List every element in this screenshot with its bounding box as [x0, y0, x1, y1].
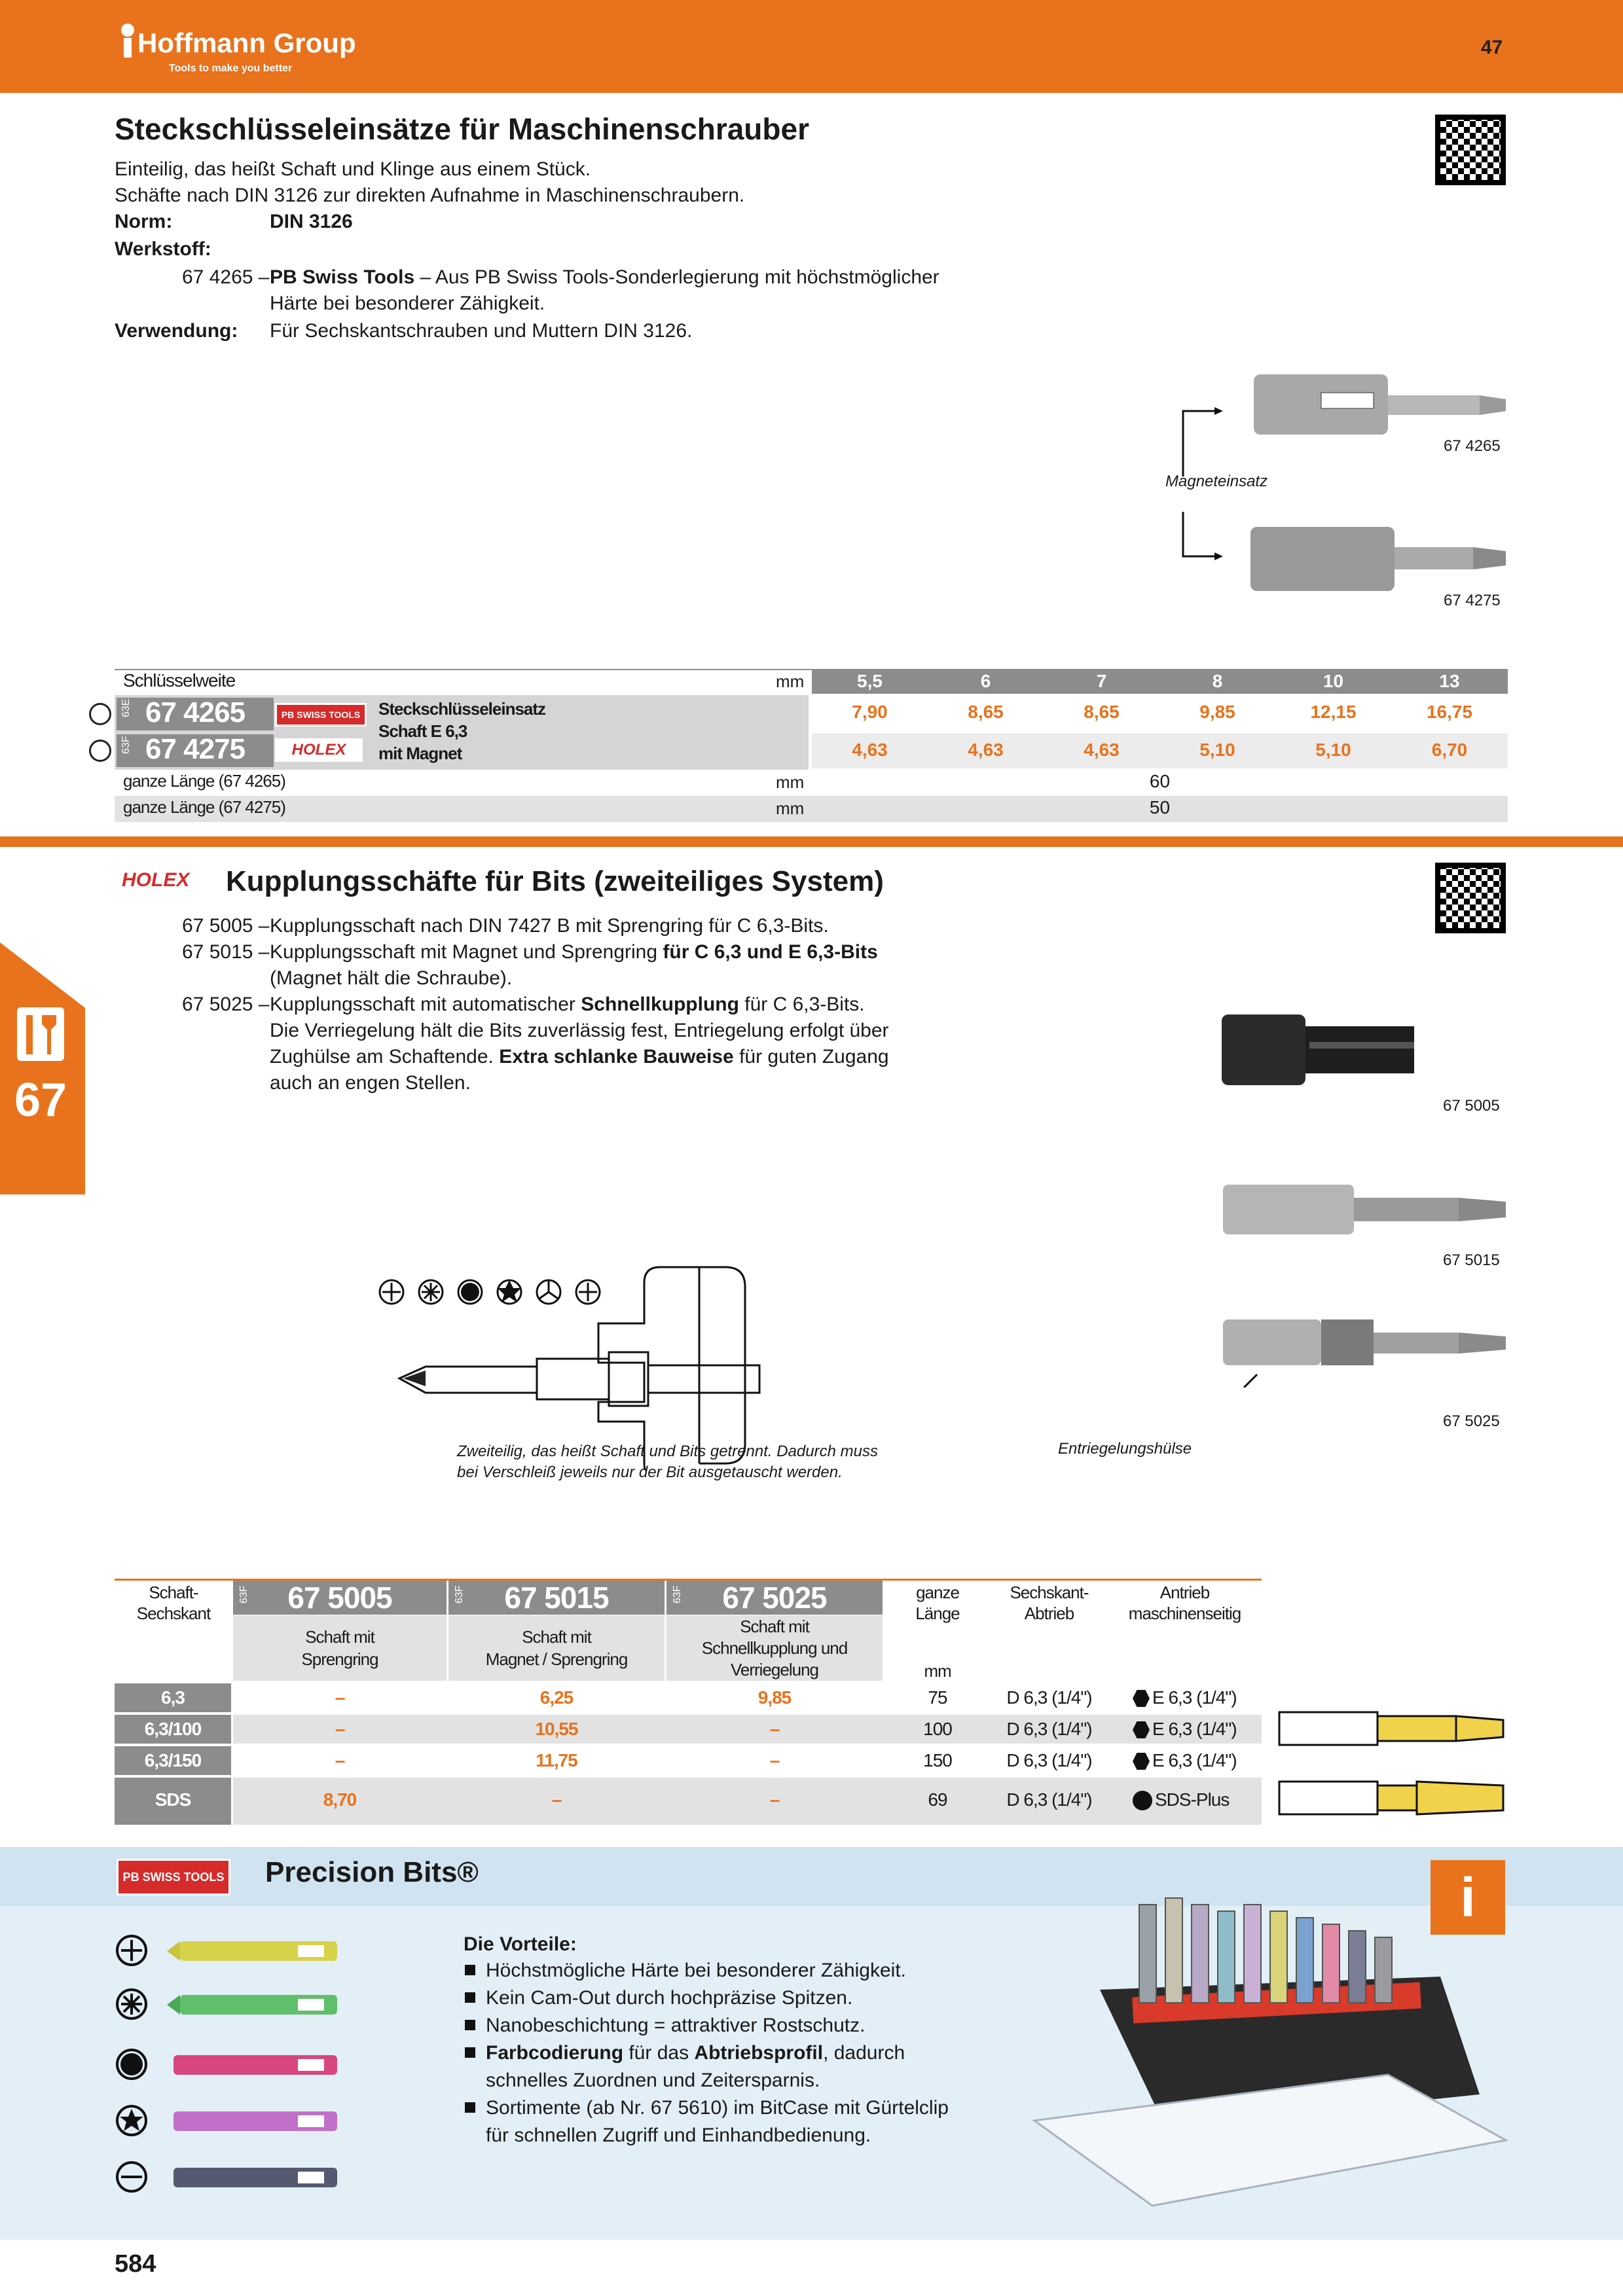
t2-code-675025: 67 5025	[722, 1581, 827, 1615]
benefit-4-line2: schnelles Zuordnen und Zeitersparnis.	[486, 2070, 820, 2091]
t2-price-675005-row1: –	[335, 1687, 345, 1708]
price-674265-5-5: 7,90	[852, 702, 888, 722]
benefit-4-text: für das	[623, 2042, 695, 2064]
t2-desc2-675005: Sprengring	[301, 1649, 378, 1669]
item-code-675005: 67 5005 –	[182, 915, 270, 937]
werkstoff-text2: Härte bei besonderer Zähigkeit.	[270, 293, 545, 314]
item-text2-675015: (Magnet hält die Schraube).	[270, 967, 513, 989]
item-text3-675025	[270, 1043, 889, 1070]
price-674275-5-5: 4,63	[852, 740, 888, 760]
item-text-675015	[270, 939, 878, 965]
benefit-2: Kein Cam-Out durch hochpräzise Spitzen.	[486, 1987, 853, 2009]
image-code-675015: 67 5015	[1443, 1251, 1500, 1269]
hoffmann-logo-icon	[115, 21, 141, 60]
length-unit-674275: mm	[776, 798, 805, 818]
t2-size-row3: 6,3/150	[144, 1750, 202, 1770]
brand-name: Hoffmann Group	[137, 27, 356, 58]
t2-head-antrieb-2: maschinenseitig	[1128, 1604, 1241, 1623]
info-icon[interactable]: i	[1431, 1860, 1505, 1935]
t2-length-row3: 150	[923, 1750, 952, 1770]
t2-antrieb-row1: E 6,3 (1/4")	[1152, 1687, 1237, 1708]
size-5-5: 5,5	[812, 671, 928, 692]
t2-length-row1: 75	[928, 1687, 947, 1708]
length-label-674265: ganze Länge (67 4265)	[123, 771, 285, 791]
t2-code-675005: 67 5005	[287, 1581, 392, 1615]
coupling-shank-images	[1218, 1008, 1519, 1388]
item-675025-text3: Zughülse am Schaftende.	[270, 1046, 500, 1067]
badge-63e: 63E	[120, 698, 132, 717]
image-code-674265: 67 4265	[1444, 437, 1501, 455]
verwendung-value: Für Sechskantschrauben und Muttern DIN 3126.	[270, 320, 693, 342]
chapter-number: 67	[14, 1074, 67, 1126]
bullet-marker	[465, 1965, 475, 1975]
brand-tagline: Tools to make you better	[169, 63, 293, 74]
item-675025-bold3: Extra schlanke Bauweise	[499, 1046, 734, 1067]
werkstoff-text	[270, 264, 939, 291]
t2-antrieb-row4: SDS-Plus	[1155, 1789, 1230, 1810]
size-8: 8	[1159, 671, 1275, 692]
holex-brand-logo: HOLEX	[122, 869, 190, 891]
length-value-674265: 60	[1149, 771, 1171, 791]
verwendung-label: Verwendung:	[115, 320, 238, 342]
t2-head-length-1: ganze	[916, 1583, 959, 1602]
item-text-675025	[270, 991, 865, 1018]
vorteile-title: Die Vorteile:	[464, 1933, 577, 1955]
table1-desc1: Steckschlüsseleinsatz	[378, 699, 546, 719]
section1-line1: Einteilig, das heißt Schaft und Klinge aus einem Stück.	[115, 158, 591, 180]
t2-desc-band-675015	[448, 1615, 665, 1681]
language-code: DEE	[1577, 34, 1590, 59]
benefit-5: Sortimente (ab Nr. 67 5610) im BitCase mit Gürtelclip	[486, 2097, 949, 2119]
t2-desc2-675015: Magnet / Sprengring	[485, 1649, 628, 1669]
badge-63f: 63F	[120, 736, 132, 754]
price-674265-13: 16,75	[1426, 702, 1473, 722]
release-sleeve-caption: Entriegelungshülse	[1058, 1440, 1192, 1458]
t2-head-size-1: Schaft-	[149, 1583, 198, 1602]
norm-label: Norm:	[115, 211, 173, 232]
price-674265-10: 12,15	[1310, 702, 1357, 722]
bullet-marker	[465, 1992, 475, 2003]
bullet-marker	[465, 2047, 475, 2058]
length-label-674275: ganze Länge (67 4275)	[123, 797, 285, 817]
t2-desc-band-675005	[233, 1615, 447, 1681]
benefit-4	[486, 2039, 905, 2067]
price-674275-6: 4,63	[968, 740, 1004, 760]
bit-holder-technical-drawing	[373, 1261, 884, 1470]
item-text4-675025: auch an engen Stellen.	[270, 1072, 471, 1094]
image-code-675025: 67 5025	[1443, 1412, 1500, 1430]
t2-head-antrieb-1: Antrieb	[1159, 1583, 1210, 1602]
benefit-4-bold: Farbcodierung	[486, 2042, 624, 2064]
pb-swiss-tools-brand-logo: PB SWISS TOOLS	[117, 1859, 230, 1895]
hex-shank-icon	[1133, 1690, 1150, 1707]
diagram-caption-line2: bei Verschleiß jeweils nur der Bit ausgetauscht werden.	[457, 1463, 843, 1481]
bullet-marker	[465, 2020, 475, 2030]
t2-price-675015-row3: 11,75	[536, 1750, 577, 1770]
size-13: 13	[1391, 671, 1508, 692]
t2-length-row2: 100	[923, 1719, 952, 1739]
item-text2-675025: Die Verriegelung hält die Bits zuverlässig fest, Entriegelung erfolgt über	[270, 1020, 889, 1041]
price-674275-10: 5,10	[1315, 740, 1351, 760]
table1-desc3: mit Magnet	[378, 744, 462, 763]
image-code-675005: 67 5005	[1443, 1097, 1500, 1115]
t2-desc1-675005: Schaft mit	[305, 1627, 374, 1647]
t2-price-675005-row3: –	[335, 1750, 345, 1770]
item-675025-text: Kupplungsschaft mit automatischer	[270, 994, 581, 1015]
price-674265-8: 9,85	[1199, 702, 1235, 722]
socket-insert-images	[1152, 367, 1519, 615]
table1-desc2: Schaft E 6,3	[378, 721, 467, 741]
t2-price-675005-row4: 8,70	[323, 1789, 357, 1810]
t2-price-675025-row4: –	[769, 1789, 780, 1810]
precision-bits-images	[115, 1924, 416, 2212]
size-6: 6	[928, 671, 1044, 692]
bitcase-image	[1021, 1878, 1519, 2219]
item-675025-bold: Schnellkupplung	[581, 994, 739, 1015]
t2-size-row4: SDS	[155, 1789, 191, 1810]
price-674265-6: 8,65	[968, 702, 1004, 722]
select-circle-674265[interactable]	[89, 703, 111, 725]
t2-antrieb-row3: E 6,3 (1/4")	[1152, 1750, 1237, 1770]
catalog-page-number: 47	[1481, 37, 1503, 58]
size-7: 7	[1044, 671, 1159, 692]
t2-head-length-unit: mm	[924, 1661, 951, 1681]
length-value-674275: 50	[1149, 797, 1171, 817]
werkstoff-label: Werkstoff:	[115, 238, 211, 260]
werkstoff-brand: PB Swiss Tools	[270, 266, 415, 288]
item-code-675015: 67 5015 –	[182, 941, 270, 963]
item-code-675025: 67 5025 –	[182, 994, 270, 1015]
t2-badge-675005: 63F	[238, 1585, 249, 1604]
table1-header-label: Schlüsselweite	[123, 670, 236, 691]
item-text-675005: Kupplungsschaft nach DIN 7427 B mit Sprengring für C 6,3-Bits.	[270, 915, 829, 937]
t2-price-675015-row4: –	[551, 1789, 562, 1810]
t2-abtrieb-row4: D 6,3 (1/4")	[1006, 1789, 1092, 1810]
t2-desc2-675025: Schnellkupplung und	[701, 1638, 848, 1658]
t2-desc1-675025: Schaft mit	[740, 1617, 809, 1636]
product-code-674275: 67 4275	[145, 733, 246, 765]
bullet-marker	[465, 2102, 475, 2113]
benefit-3: Nanobeschichtung = attraktiver Rostschutz.	[486, 2015, 866, 2036]
shank-type-illustrations	[1277, 1704, 1512, 1822]
tools-chapter-icon	[14, 1005, 67, 1064]
t2-price-675015-row2: 10,55	[535, 1719, 578, 1739]
benefit-5-line2: für schnellen Zugriff und Einhandbedienung.	[486, 2125, 871, 2146]
qr-code-icon[interactable]	[1435, 863, 1506, 933]
diagram-caption-line1: Zweiteilig, das heißt Schaft und Bits getrennt. Dadurch muss	[457, 1443, 878, 1460]
t2-price-675005-row2: –	[335, 1719, 345, 1739]
chapter-tab[interactable]	[0, 942, 85, 1194]
t2-abtrieb-row1: D 6,3 (1/4")	[1006, 1687, 1092, 1708]
t2-badge-675025: 63F	[672, 1585, 683, 1604]
price-674265-7: 8,65	[1084, 702, 1120, 722]
t2-badge-675015: 63F	[454, 1585, 465, 1604]
t2-price-675025-row1: 9,85	[757, 1687, 792, 1708]
pb-swiss-tools-logo: PB SWISS TOOLS	[275, 703, 367, 726]
t2-head-abtrieb-2: Abtrieb	[1024, 1604, 1074, 1623]
sds-shank-icon	[1133, 1791, 1152, 1810]
werkstoff-code: 67 4265 –	[182, 266, 270, 288]
t2-code-675015: 67 5015	[504, 1581, 609, 1615]
section2-title: Kupplungsschäfte für Bits (zweiteiliges System)	[226, 865, 884, 897]
price-674275-13: 6,70	[1431, 740, 1468, 760]
item-675015-text: Kupplungsschaft mit Magnet und Sprengring	[270, 941, 663, 963]
magnet-caption: Magneteinsatz	[1165, 473, 1268, 490]
benefit-4-text2: , dadurch	[823, 2042, 905, 2064]
item-675025-text3b: für guten Zugang	[733, 1046, 889, 1067]
section1-title: Steckschlüsseleinsätze für Maschinenschrauber	[115, 112, 809, 146]
benefit-4-bold2: Abtriebsprofil	[694, 2042, 824, 2064]
section1-line2: Schäfte nach DIN 3126 zur direkten Aufnahme in Maschinenschraubern.	[115, 185, 745, 206]
table1-header-unit: mm	[776, 672, 805, 691]
product-code-674265: 67 4265	[145, 696, 246, 728]
section-divider	[0, 836, 1623, 847]
holex-logo: HOLEX	[275, 738, 363, 762]
price-674275-7: 4,63	[1084, 740, 1120, 760]
werkstoff-desc: – Aus PB Swiss Tools-Sonderlegierung mit höchstmöglicher	[414, 266, 939, 288]
t2-price-675025-row3: –	[769, 1750, 780, 1770]
page-number: 584	[115, 2250, 156, 2278]
section3-title: Precision Bits®	[265, 1856, 479, 1888]
size-10: 10	[1275, 671, 1391, 692]
t2-length-row4: 69	[928, 1789, 947, 1810]
hex-shank-icon	[1133, 1753, 1150, 1770]
t2-price-675025-row2: –	[769, 1719, 780, 1739]
benefit-1: Höchstmögliche Härte bei besonderer Zähigkeit.	[486, 1960, 906, 1981]
t2-size-row2: 6,3/100	[144, 1719, 202, 1739]
t2-head-abtrieb-1: Sechskant-	[1010, 1583, 1089, 1602]
t2-abtrieb-row3: D 6,3 (1/4")	[1006, 1750, 1092, 1770]
qr-code-icon[interactable]	[1435, 115, 1506, 185]
t2-head-length-2: Länge	[915, 1604, 960, 1623]
t2-abtrieb-row2: D 6,3 (1/4")	[1006, 1719, 1092, 1739]
t2-head-size-2: Sechskant	[136, 1604, 211, 1623]
t2-price-675015-row1: 6,25	[539, 1687, 574, 1708]
t2-antrieb-row2: E 6,3 (1/4")	[1152, 1719, 1237, 1739]
item-675015-bold: für C 6,3 und E 6,3-Bits	[663, 941, 878, 963]
item-675025-text-after: für C 6,3-Bits.	[739, 994, 865, 1015]
norm-value: DIN 3126	[270, 211, 353, 232]
t2-size-row1: 6,3	[161, 1687, 185, 1708]
t2-desc3-675025: Verriegelung	[731, 1660, 818, 1679]
price-674275-8: 5,10	[1199, 740, 1235, 760]
t2-desc1-675015: Schaft mit	[522, 1627, 591, 1647]
select-circle-674275[interactable]	[89, 740, 111, 762]
image-code-674275: 67 4275	[1444, 592, 1501, 609]
length-unit-674265: mm	[776, 772, 805, 792]
